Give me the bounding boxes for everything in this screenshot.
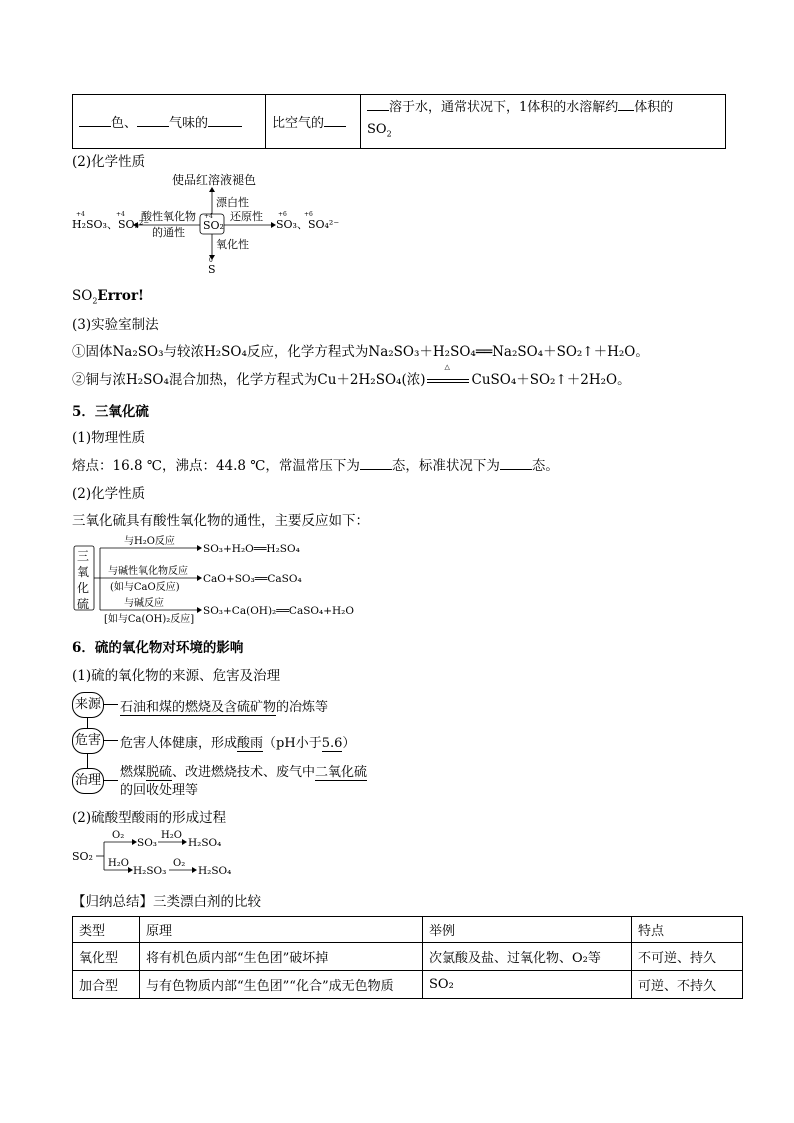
phys-heading: (1)物理性质 — [72, 430, 146, 446]
right-species: SO₃、SO₄²⁻ — [276, 218, 340, 231]
env-tag-source: 来源 — [72, 692, 104, 718]
lab-method-1: ①固体Na₂SO₃与较浓H₂SO₄反应，化学方程式为Na₂SO₃＋H₂SO₄══Na₂SO₄＋SO₂↑＋H₂O。 — [72, 344, 649, 360]
table-cell: 不可逆、持久 — [632, 943, 743, 971]
top-product-1: SO₃ — [137, 837, 158, 849]
table-cell: 可逆、不持久 — [632, 971, 743, 999]
arrowhead — [197, 575, 202, 581]
cell-text: 色、 — [111, 115, 138, 131]
box-char: 硫 — [77, 597, 90, 611]
cell-text: 溶于水，通常状况下，1体积的水溶解约 — [389, 100, 619, 115]
bottom-product-1: H₂SO₃ — [133, 865, 167, 877]
table-cell: 与有色物质内部“生色团”“化合”成无色物质 — [140, 971, 423, 999]
env-tag-control: 治理 — [72, 768, 104, 794]
table-row — [73, 943, 743, 971]
arrowhead — [182, 839, 187, 845]
density-cell — [266, 95, 361, 149]
text: 含硫矿物 — [224, 700, 277, 715]
error-text: Error! — [97, 288, 144, 304]
cell-text: 体积的 — [634, 100, 674, 115]
bottom-product-2: H₂SO₄ — [198, 865, 232, 877]
text: 危害人体健康，形成 — [120, 736, 238, 751]
table-header: 举例 — [423, 917, 632, 943]
top-product-2: H₂SO₄ — [188, 837, 222, 849]
bleach-label: 漂白性 — [216, 196, 249, 209]
left-label-1: 酸性氧化物 — [141, 210, 196, 223]
text: （pH小于 — [263, 736, 322, 751]
text: 、改进燃烧技术、废气中 — [172, 765, 316, 780]
so3-reaction-diagram — [72, 534, 372, 626]
env-text-control — [120, 764, 380, 800]
cell-text: SO — [367, 122, 387, 137]
text: ） — [342, 736, 356, 751]
bleach-comparison-table — [72, 916, 743, 999]
arrowhead — [209, 187, 215, 192]
box-char: 三 — [77, 549, 90, 563]
phys-text — [72, 454, 559, 474]
so2-property-diagram — [72, 170, 372, 280]
arrowhead — [197, 607, 202, 613]
text: ②铜与浓H₂SO₄混合加热，化学方程式为Cu＋2H₂SO₄(浓) — [72, 372, 426, 388]
connector-line — [104, 704, 118, 705]
subscript: 2 — [92, 296, 98, 306]
table-cell: 氧化型 — [73, 943, 140, 971]
top-reagent: O₂ — [112, 830, 125, 841]
text: 态。 — [531, 458, 559, 474]
text: 二氧化硫 — [315, 765, 368, 780]
bottom-reagent: H₂O — [108, 858, 129, 869]
r3-equation: SO₃+Ca(OH)₂══CaSO₄+H₂O — [203, 605, 354, 617]
ox-state-label: +4 — [76, 211, 85, 218]
text: 燃煤 — [120, 765, 147, 780]
solubility-cell — [361, 95, 726, 149]
so3-intro: 三氧化硫具有酸性氧化物的通性，主要反应如下： — [72, 513, 369, 529]
text: 酸雨 — [237, 736, 264, 751]
text: 熔点：16.8 ℃，沸点：44.8 ℃，常温常压下为 — [72, 458, 360, 474]
bottom-species: S — [208, 263, 216, 276]
text: SO — [72, 288, 93, 304]
r2-label-1: 与碱性氧化物反应 — [108, 566, 188, 577]
r3-label-1: 与碱反应 — [124, 598, 164, 609]
r1-equation: SO₃+H₂O══H₂SO₄ — [203, 543, 300, 555]
table-header: 特点 — [632, 917, 743, 943]
text: 的回收处理等 — [120, 783, 199, 798]
table-cell: 将有机色质内部“生色团”破坏掉 — [140, 943, 423, 971]
table-header-row — [73, 917, 743, 943]
chem-heading-2: (2)化学性质 — [72, 486, 146, 502]
equals-line — [427, 379, 469, 383]
r2-label-2: (如与CaO反应) — [110, 582, 180, 593]
r2-equation: CaO+SO₃══CaSO₄ — [203, 573, 302, 585]
table-header: 类型 — [73, 917, 140, 943]
table-row — [73, 971, 743, 999]
summary-title: 【归纳总结】三类漂白剂的比较 — [72, 894, 261, 910]
heat-arrow — [425, 363, 471, 388]
subscript: 2 — [386, 129, 392, 139]
lab-method-2 — [72, 363, 631, 388]
env-text-harm — [120, 732, 355, 751]
top-reagent-2: H₂O — [161, 830, 182, 841]
ox-state-label: +6 — [278, 211, 287, 218]
env-tag-harm: 危害 — [72, 728, 104, 754]
left-label-2: 的通性 — [152, 226, 185, 239]
box-char: 氧 — [77, 565, 90, 579]
top-label: 使品红溶液褪色 — [172, 173, 257, 187]
ox-state-label: +4 — [116, 211, 125, 218]
arrowhead — [192, 867, 197, 873]
env-text-source — [120, 696, 328, 715]
arrowhead — [197, 545, 202, 551]
ox-state-label: 0 — [209, 257, 213, 264]
start-species: SO₂ — [72, 850, 93, 863]
text: 的冶炼等 — [276, 700, 329, 715]
cell-text: 比空气的 — [272, 115, 325, 131]
lab-heading: (3)实验室制法 — [72, 317, 159, 333]
acid-rain-diagram — [72, 826, 262, 882]
text: 态，标准状况下为 — [391, 458, 500, 474]
env-heading: (1)硫的氧化物的来源、危害及治理 — [72, 668, 281, 684]
text: CuSO₄＋SO₂↑＋2H₂O。 — [471, 372, 631, 388]
reduce-label: 还原性 — [230, 210, 263, 223]
section-5-title: 5．三氧化硫 — [72, 404, 149, 420]
table-cell: 加合型 — [73, 971, 140, 999]
left-species: H₂SO₃、SO₃²⁻ — [72, 218, 150, 231]
r1-label: 与H₂O反应 — [124, 536, 175, 547]
ox-state-label: +4 — [204, 213, 213, 220]
acid-rain-heading: (2)硫酸型酸雨的形成过程 — [72, 810, 227, 826]
connector-line — [104, 740, 118, 741]
chem-props-heading: (2)化学性质 — [72, 154, 146, 170]
env-diagram — [72, 692, 432, 802]
table-cell: 次氯酸及盐、过氧化物、O₂等 — [423, 943, 632, 971]
table-cell: SO₂ — [423, 971, 632, 999]
bottom-reagent-2: O₂ — [173, 858, 186, 869]
ox-state-label: +6 — [304, 211, 313, 218]
delta-symbol: △ — [444, 363, 450, 371]
center-species: SO₂ — [203, 219, 224, 232]
box-char: 化 — [77, 581, 90, 595]
section-6-title: 6．硫的氧化物对环境的影响 — [72, 640, 244, 656]
text: 5.6 — [321, 736, 343, 751]
connector-line — [104, 780, 118, 781]
color-odor-cell — [73, 95, 266, 149]
oxid-label: 氧化性 — [216, 238, 249, 251]
text: 石油和煤的燃烧及 — [120, 700, 225, 715]
so2-error-line — [72, 288, 144, 306]
r3-label-2: [如与Ca(OH)₂反应] — [104, 614, 195, 625]
text: 脱硫 — [146, 765, 173, 780]
cell-text: 气味的 — [169, 115, 209, 131]
physical-properties-table — [72, 94, 726, 149]
table-header: 原理 — [140, 917, 423, 943]
